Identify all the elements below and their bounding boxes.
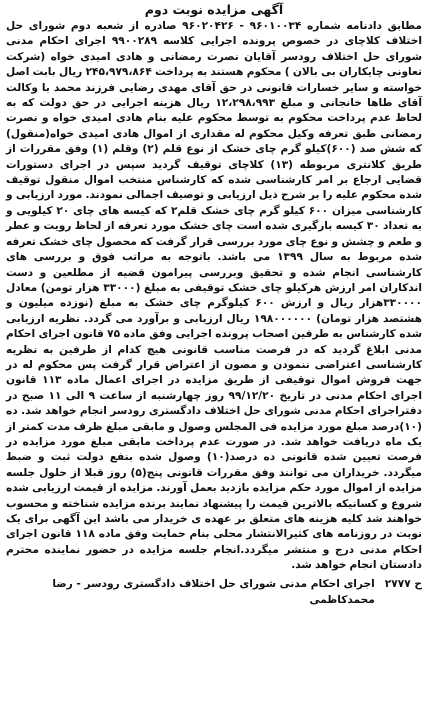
auction-notice xyxy=(6,2,422,608)
notice-body: مطابق دادنامه شماره ۹۶۰۱۰۰۳۴ - ۹۶۰۲۰۴۲۶ صادره از شعبه دوم شورای حل اختلاف کلاچای در خصوص پرونده اجرایی کلاسه ۹۹۰۰۲۸۹ اجرای احکام مدنی شورای حل اختلاف رودسر آقایان نصرت رمضانی و هادی امیدی خواه (شرکت تعاونی چایکاران بی بالان ) محکوم هستند به پرداخت ۲۴۵،۹۷۹،۸۶۴ ریال بابت اصل خواسته و سایر خسارات قانونی در حق آقای مهدی رضایی فرزند محمد با وکالت آقای طاها خانجانی و مبلغ ۱۲،۲۹۸،۹۹۳ ریال هزینه اجرایی در حق دولت که به لحاظ عدم پرداخت محکوم به توسط محکوم علیه بنام هادی امیدی خواه و نصرت رمضانی طبق تعرفه وکیل محکوم له مقداری از اموال هادی امیدی خواه(منقول) که شش صد (۶۰۰)کیلو گرم چای خشک از نوع قلم (۲) وقلم (۱) وفق مقررات از طریق کلانتری مربوطه (۱۳) کلاچای توقیف گردید سپس در اجرای دستورات قضایی ارجاع بر امر کارشناسی شده که کارشناس منتخب اموال منقول توقیف شده محکوم علیه را بر شرح ذیل ارزیابی و توصیف اجمالی نمودند. مورد ارزیابی و کارشناسی میزان ۶۰۰ کیلو گرم چای خشک قلم۲ که کیسه های چای ۲۰ کیلویی و به تعداد ۳۰ کیسه بارگیری شده است چای خشک مورد تعرفه از لحاظ رویت و عطر و طعم و چشش و نوع چای مورد بررسی قرار گرفت که محصول چای خشک تعرفه شده مربوط به سال ۱۳۹۹ می باشد. باتوجه به مراتب فوق و بررسی های کارشناسی انجام شده و تحقیق وبررسی پیرامون قضیه از مطلعین و دست اندکاران امر ارزش هرکیلو چای خشک توقیفی به مبلغ (۳۳۰۰۰ هزار تومن) معادل ۳۳۰۰۰۰هزار ریال و ارزش ۶۰۰ کیلوگرم چای خشک به مبلغ (نوزده میلیون و هشتصد هزار تومان) ۱۹۸۰۰۰۰۰۰ ریال ارزیابی و برآورد می گردد. نظریه ارزیابی شده کارشناس به طرفین اصحاب پرونده اجرایی وفق ماده ۷۵ قانون اجرای احکام مدنی ابلاغ گردید که در فرصت مناسب قانونی هیچ کدام از طرفین به نظریه کارشناسی اعتراضی ننمودن و مصون از اعتراض قرار گرفت پس محکوم له در جهت فروش اموال توقیفی از طریق مزایده در اجرای اعمال ماده ۱۱۳ قانون اجرای احکام مدنی در تاریخ ۹۹/۱۲/۲۰ روز چهارشنبه از ساعت ۹ الی ۱۱ صبح در دفتراجرای احکام مدنی شورای حل اختلاف دادگستری رودسر انجام خواهد شد. ده (۱۰)درصد مبلغ مورد مزایده فی المجلس وصول و مابقی مبلغ ظرف مدت کمتر از یک ماه دریافت خواهد شد. در صورت عدم پرداخت مابقی مبلغ مورد مزایده در فرصت تعیین شده قانونی ده درصد(۱۰) وصول شده بنفع دولت ثبت و ضبط میگردد. خریداران می توانند وفق مقررات قانونی پنج(۵) روز قبلا از حلول جلسه مزایده از اموال مورد حکم مزایده بازدید بعمل آورند. مزایده از قیمت ارزیابی شده شروع و کسانیکه بالاترین قیمت را پیشنهاد نمایند برنده مزایده شناخته و محسوب خواهند شد کلیه هزینه های متعلق بر عهده ی خریدار می باشد این آگهی برای یک نوبت در روزنامه های کثیرالانتشار محلی بنام حمایت وفق ماده ۱۱۸ قانون اجرای احکام مدنی درج و منتشر میگردد.انجام جلسه مزایده در حضور نماینده محترم دادستان انجام خواهد شد. xyxy=(6,20,423,572)
notice-title: آگهی مزایده نوبت دوم xyxy=(144,2,284,17)
notice-code: ح ۲۷۷۷ xyxy=(384,577,422,590)
notice-footer xyxy=(6,576,422,608)
notice-signature: اجرای احکام مدنی شورای حل اختلاف دادگستری رودسر - رضا محمدکاظمی xyxy=(52,577,375,606)
